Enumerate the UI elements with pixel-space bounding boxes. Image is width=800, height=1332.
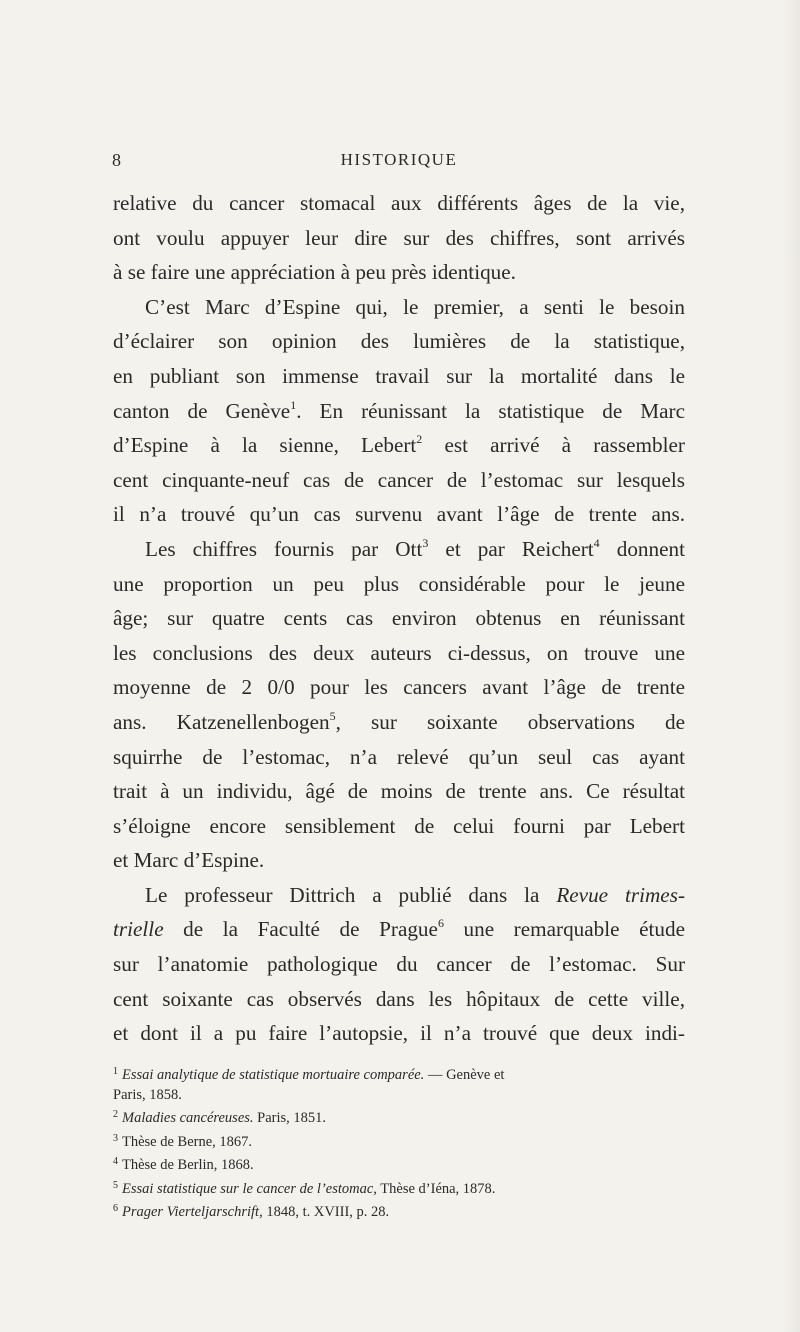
journal-title: Revue trimes-: [556, 882, 686, 907]
text-line: cent soixante cas observés dans les hôpitaux de cette ville,: [113, 986, 685, 1011]
paragraph-3: [113, 878, 685, 1051]
running-title: HISTORIQUE: [340, 150, 458, 169]
text-line: ont voulu appuyer leur dire sur des chiffres, sont arrivés: [113, 225, 685, 250]
text-fragment: . En réunissant la statistique de Marc: [296, 398, 685, 423]
text-line: [113, 428, 685, 463]
footnote-ref[interactable]: 5: [329, 708, 336, 723]
footnote: [113, 1105, 685, 1129]
text-line: il n’a trouvé qu’un cas survenu avant l’âge de trente ans.: [113, 502, 685, 527]
paragraph-2: [113, 290, 685, 878]
text-line: [113, 394, 685, 429]
footnote-number: 3: [113, 1132, 118, 1144]
footnote: [113, 1062, 685, 1086]
footnote-text: — Genève et: [424, 1067, 505, 1083]
text-line: âge; sur quatre cents cas environ obtenus en réunissant: [113, 606, 685, 631]
footnote-text: Paris, 1851.: [253, 1110, 327, 1126]
footnote-title: Maladies cancéreuses.: [122, 1110, 254, 1126]
text-fragment: canton de Genève: [113, 398, 291, 423]
footnote-ref[interactable]: 6: [437, 916, 444, 931]
footnote-text: 1848, t. XVIII, p. 28.: [262, 1204, 390, 1220]
text-line: sur l’anatomie pathologique du cancer de l’estomac. Sur: [113, 952, 685, 977]
text-line: [113, 532, 685, 567]
footnote-text: Thèse de Berlin, 1868.: [122, 1157, 254, 1173]
footnote: [113, 1176, 685, 1200]
text-line: et Marc d’Espine.: [113, 848, 265, 873]
text-fragment: , sur soixante observations de: [335, 709, 685, 734]
footnote-number: 1: [113, 1066, 118, 1077]
text-line: [113, 705, 685, 740]
text-line: relative du cancer stomacal aux différents âges de la vie,: [113, 191, 685, 215]
text-line: cent cinquante-neuf cas de cancer de l’estomac sur lesquels: [113, 467, 685, 492]
footnote-continuation: [113, 1086, 685, 1106]
footnote: [113, 1152, 685, 1176]
text-fragment: une remarquable étude: [443, 917, 685, 942]
footnote-title: Prager Vierteljarschrift,: [122, 1204, 263, 1220]
text-line: [113, 878, 685, 913]
main-text: [113, 186, 685, 1051]
text-fragment: d’Espine à la sienne, Lebert: [113, 433, 417, 458]
page-header: [112, 150, 686, 176]
footnote-text: Paris, 1858.: [113, 1086, 182, 1103]
text-fragment: ans. Katzenellenbogen: [113, 709, 330, 734]
text-line: et dont il a pu faire l’autopsie, il n’a trouvé que deux indi-: [113, 1021, 685, 1046]
text-line: C’est Marc d’Espine qui, le premier, a senti le besoin: [145, 294, 685, 319]
footnote-number: 4: [113, 1156, 118, 1167]
footnote-number: 2: [113, 1109, 118, 1120]
text-line: trait à un individu, âgé de moins de trente ans. Ce résultat: [113, 779, 685, 804]
footnote-number: 5: [113, 1179, 118, 1191]
text-line: les conclusions des deux auteurs ci-dessus, on trouve une: [113, 640, 685, 665]
text-line: en publiant son immense travail sur la mortalité dans le: [113, 363, 685, 388]
text-line: à se faire une appréciation à peu près identique.: [113, 260, 516, 285]
page-edge-shadow: [782, 0, 800, 1332]
footnote-ref[interactable]: 4: [593, 535, 600, 550]
journal-title: trielle: [113, 917, 164, 942]
text-fragment: et par Reichert: [428, 536, 594, 561]
text-fragment: est arrivé à rassembler: [422, 433, 685, 458]
text-fragment: Le professeur Dittrich a publié dans la: [145, 882, 540, 907]
text-fragment: de la Faculté de Prague: [163, 917, 438, 942]
footnotes: [113, 1062, 685, 1223]
footnote-text: Thèse de Berne, 1867.: [122, 1133, 253, 1150]
text-fragment: Les chiffres fournis par Ott: [145, 536, 423, 561]
footnote-title: Essai analytique de statistique mortuaire comparée.: [122, 1067, 425, 1083]
text-line: une proportion un peu plus considérable pour le jeune: [113, 571, 685, 596]
text-fragment: donnent: [599, 536, 685, 561]
text-line: moyenne de 2 0/0 pour les cancers avant l’âge de trente: [113, 675, 685, 700]
footnote-number: 6: [113, 1203, 118, 1214]
footnote-text: Thèse d’Iéna, 1878.: [376, 1180, 496, 1197]
footnote: [113, 1199, 685, 1223]
footnote-title: Essai statistique sur le cancer de l’estomac,: [122, 1180, 377, 1197]
text-line: [113, 912, 685, 947]
paragraph-1: [113, 186, 685, 290]
page-number: 8: [112, 150, 122, 170]
footnote-ref[interactable]: 3: [422, 535, 429, 550]
footnote: [113, 1129, 685, 1153]
text-line: s’éloigne encore sensiblement de celui fourni par Lebert: [113, 813, 685, 838]
text-line: d’éclairer son opinion des lumières de la statistique,: [113, 329, 685, 354]
footnote-ref[interactable]: 2: [416, 432, 423, 447]
footnote-ref[interactable]: 1: [290, 397, 297, 412]
text-line: squirrhe de l’estomac, n’a relevé qu’un seul cas ayant: [113, 744, 685, 769]
